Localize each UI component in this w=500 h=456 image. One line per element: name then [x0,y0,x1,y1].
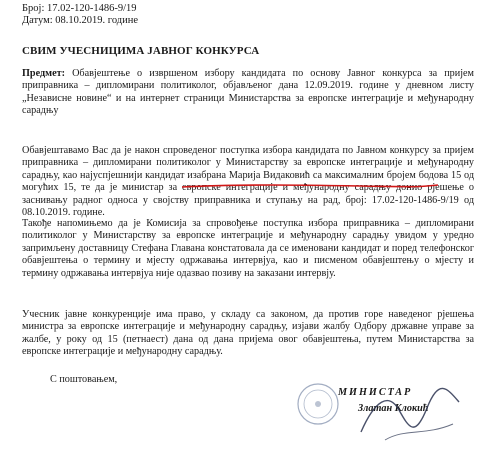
reference-number: Број: 17.02-120-1486-9/19 [22,3,137,14]
red-underline-annotation [180,178,440,192]
paragraph-selection: Обавјештавамо Вас да је након спроведеног поступка избора кандидата по Јавном конкурсу за пријем приправника – дипломирани политиколог у Министарству за европске интеграције и међународну сарадњу, као најуспјешнији кандидат изабрана Марија Видаковић са максималним бројем бодова 15 од могућих 15, те да је министар за европске интеграције и међународну сарадњу донио рјешење о заснивању радног односа у својству приправника и ступању на рад, број: 17.02-120-1486-9/19 од 08.10.2019. године. [22,145,474,219]
paragraph-commission: Такође напомињемо да је Комисија за спровођење поступка избора приправника – дипломирани политиколог у Министарству за европске интеграције и међународну сарадњу увидом у уредно запримљену доставницу Стефана Главана констатовала да се именовани кандидат и поред телефонског обавјештења о термину и мјесту одржавања интервјуа, као и писменом обавјештењу о мјесту и термину одржавања интервјуа није одазвао позиву на заказани интервју. [22,218,474,279]
document-date: Датум: 08.10.2019. године [22,15,139,26]
closing-greeting: С поштовањем, [50,374,118,385]
signoff-role: МИНИСТАР [338,387,413,398]
signoff-name: Златан Клокић [358,403,429,414]
handwritten-signature-icon [355,380,465,450]
subject-label: Предмет: [22,68,65,79]
subject-text: Обавјештење о извршеном избору кандидата по основу Јавног конкурса за пријем приправника – дипломирани политиколог, објављеног дана 12.09.2019. године у дневном листу „Независне новине“ и на интернет страници Министарства за европске интеграције и међународну сарадњу [22,68,474,117]
document-title: СВИМ УЧЕСНИЦИМА ЈАВНОГ КОНКУРСА [22,45,260,57]
official-seal-icon [296,382,340,426]
subject-paragraph [22,68,474,118]
document-header [22,3,138,27]
paragraph-appeal: Учесник јавне конкуренције има право, у складу са законом, да против горе наведеног рјешења министра за европске интеграције и међународну сарадњу, изјави жалбу Одбору државне управе за жалбе, у року од 15 (петнаест) дана од дана пријема овог обавјештења, путем Министарства за европске интеграције и међународну сарадњу. [22,309,474,358]
